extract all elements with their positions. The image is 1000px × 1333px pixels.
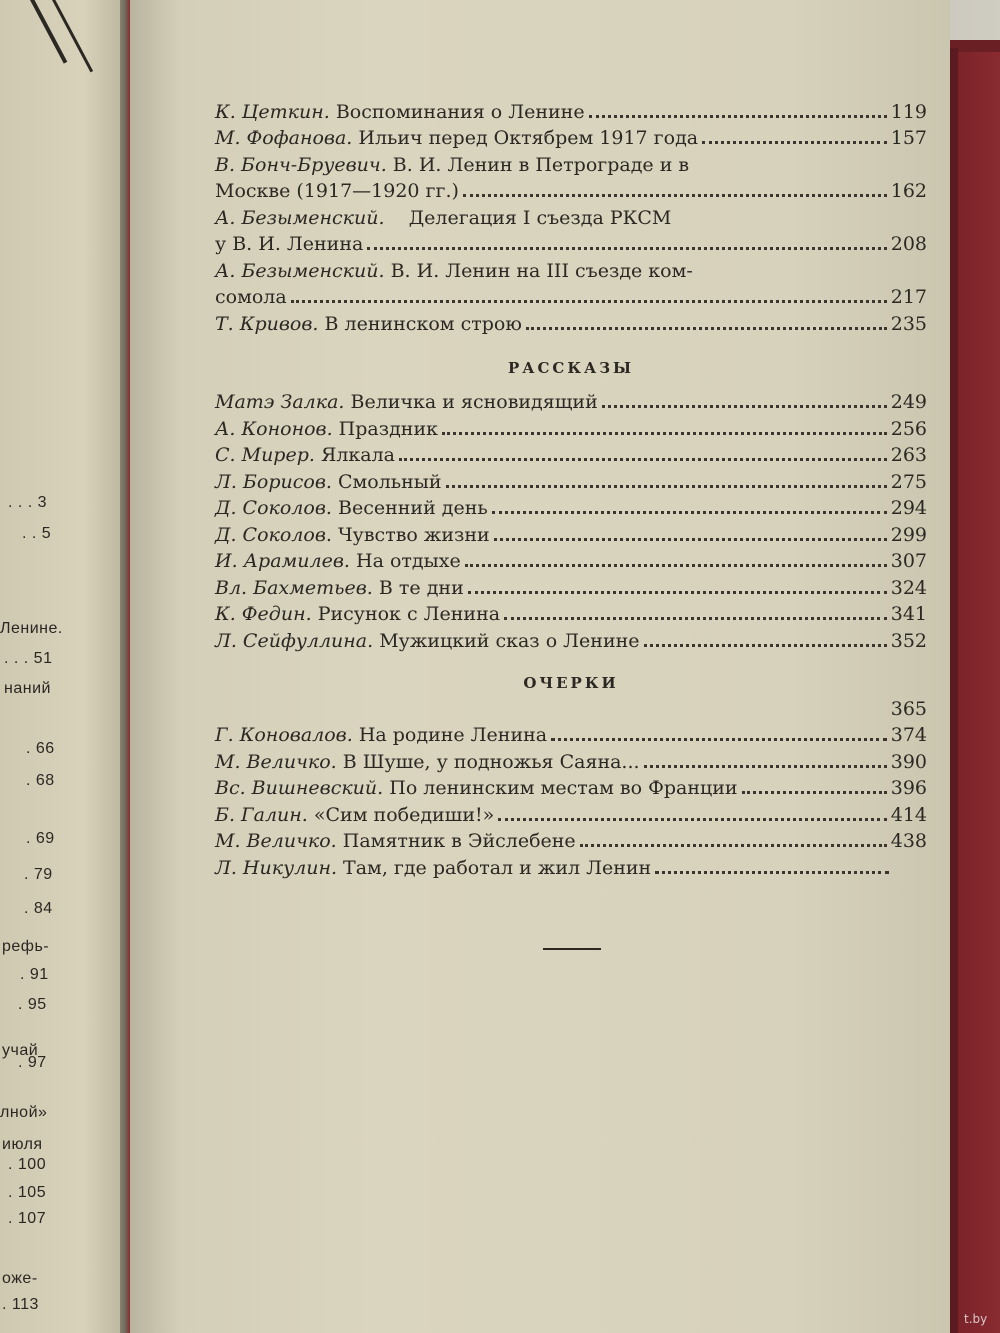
toc-page-number: 256	[890, 417, 927, 440]
toc-entry	[215, 466, 927, 493]
toc-entry	[215, 96, 927, 123]
dot-leader	[498, 818, 886, 821]
toc-entry	[215, 773, 927, 800]
toc-entry	[215, 413, 927, 440]
dot-leader	[644, 765, 887, 768]
left-fragment: . 113	[2, 1296, 39, 1313]
left-fragment: лной»	[0, 1104, 48, 1121]
toc-author: С. Мирер.	[215, 444, 315, 466]
left-fragment: . 79	[24, 866, 53, 883]
toc-title: В те дни	[378, 576, 464, 599]
toc-page-number: 249	[890, 391, 927, 413]
left-fragment: оже-	[2, 1270, 38, 1287]
toc-entry-continuation	[215, 282, 927, 309]
dot-leader	[580, 844, 887, 847]
toc-author: И. Арамилев.	[215, 550, 350, 572]
left-page	[0, 0, 120, 1333]
left-fragment: . 100	[8, 1156, 47, 1173]
dot-leader	[291, 300, 887, 303]
toc-title: Величка и ясновидящий	[350, 391, 598, 413]
end-rule	[543, 948, 601, 950]
toc-page-number: 119	[890, 100, 927, 123]
toc-title: Делегация I съезда РКСМ	[408, 206, 672, 229]
toc-entry	[215, 746, 927, 773]
left-fragment: рефь-	[2, 938, 50, 955]
dot-leader	[446, 485, 887, 488]
toc-title: В. И. Ленин в Петрограде и в	[392, 153, 690, 176]
left-fragment: Ленине.	[0, 620, 63, 637]
toc-page-number: 162	[890, 180, 927, 202]
left-fragment: . 84	[24, 900, 53, 917]
toc-entry	[215, 799, 927, 826]
toc-title: Чувство жизни	[337, 523, 490, 546]
dot-leader	[219, 712, 887, 715]
toc-entry	[215, 440, 927, 467]
dot-leader	[465, 564, 887, 567]
dot-leader	[589, 115, 887, 118]
toc-title-continuation: Москве (1917—1920 гг.)	[215, 180, 459, 202]
toc-title: В ленинском строю	[324, 312, 522, 335]
toc-title-continuation: у В. И. Ленина	[215, 233, 364, 255]
right-page	[130, 0, 950, 1333]
left-fragment: июля	[2, 1136, 43, 1153]
toc-author: А. Кононов.	[215, 417, 333, 440]
toc-author: Г. Коновалов.	[215, 724, 353, 746]
toc-page-number: 352	[890, 629, 927, 652]
dot-leader	[504, 617, 887, 620]
left-fragment: . 91	[20, 966, 49, 983]
toc-entry	[215, 123, 927, 150]
toc-author: Т. Кривов.	[215, 312, 319, 335]
left-fragment: . 107	[8, 1210, 47, 1227]
toc-page-number: 208	[890, 233, 927, 255]
dot-leader	[742, 791, 887, 794]
toc-entry	[215, 852, 927, 879]
toc-title: В Шуше, у подножья Саяна...	[342, 750, 640, 773]
dot-leader	[655, 871, 889, 874]
dot-leader	[494, 538, 887, 541]
toc-entry	[215, 599, 927, 626]
left-fragment: учай	[2, 1042, 39, 1059]
toc-author: В. Бонч-Бруевич.	[215, 153, 387, 176]
toc-entry	[215, 546, 927, 573]
left-fragment: . . 5	[22, 525, 52, 542]
toc-title: Ильич перед Октябрем 1917 года	[358, 127, 699, 149]
left-fragment: . 66	[26, 740, 55, 757]
toc-entry	[215, 308, 927, 335]
toc-title: Памятник в Эйслебене	[342, 830, 576, 852]
toc-title: Весенний день	[337, 497, 488, 519]
toc-page-number: 294	[890, 497, 927, 519]
toc-author: А. Безыменский.	[215, 259, 385, 282]
toc-entry	[215, 202, 927, 229]
dot-leader	[644, 644, 887, 647]
toc-author: Л. Борисов.	[215, 470, 332, 493]
toc-entry	[215, 720, 927, 747]
toc-title: По ленинским местам во Франции	[389, 777, 738, 799]
toc-title-continuation: сомола	[215, 286, 287, 308]
toc-entry	[215, 519, 927, 546]
section-heading: РАССКАЗЫ	[507, 358, 635, 377]
dot-leader	[463, 194, 887, 197]
toc-page-number: 414	[890, 803, 927, 826]
dot-leader	[702, 141, 887, 144]
toc-author: Вл. Бахметьев.	[215, 576, 373, 599]
toc-author: Д. Соколов.	[215, 497, 332, 519]
toc-entry	[215, 625, 927, 652]
toc-title: Смольный	[337, 470, 442, 493]
toc-page-number: 341	[890, 603, 927, 625]
toc-title: «Сим победиши!»	[313, 803, 495, 826]
toc-author: Л. Никулин.	[215, 856, 337, 879]
left-fragment: . 68	[26, 772, 55, 789]
toc-author: Матэ Залка.	[215, 391, 345, 413]
toc-page-number: 263	[890, 444, 927, 466]
toc-page-number: 235	[890, 312, 927, 335]
watermark: t.by	[964, 1312, 988, 1326]
toc-page-number: 217	[890, 286, 927, 308]
toc-entry	[215, 697, 927, 720]
toc-title: Там, где работал и жил Ленин	[343, 856, 652, 879]
toc-title: В. И. Ленин на III съезде ком-	[390, 259, 693, 282]
toc-entry	[215, 149, 927, 176]
left-fragment: наний	[4, 680, 51, 697]
left-fragment: . 105	[8, 1184, 47, 1201]
toc-author: М. Величко.	[215, 830, 337, 852]
toc-entry-continuation	[215, 176, 927, 203]
table-of-contents	[215, 96, 927, 879]
dot-leader	[526, 327, 887, 330]
toc-entry	[215, 826, 927, 853]
dot-leader	[468, 591, 887, 594]
left-fragment: . . . 3	[8, 494, 48, 511]
toc-page-number: 324	[890, 576, 927, 599]
toc-entry	[215, 255, 927, 282]
toc-entry	[215, 493, 927, 520]
toc-entry-continuation	[215, 229, 927, 256]
left-fragment: . 95	[18, 996, 47, 1013]
section-heading: ОЧЕРКИ	[523, 673, 619, 692]
left-fragment: . 69	[26, 830, 55, 847]
toc-author: К. Цеткин.	[215, 100, 330, 123]
dot-leader	[602, 405, 887, 408]
left-page-rule	[52, 0, 93, 72]
toc-author: Вс. Вишневский.	[215, 777, 384, 799]
dot-leader	[399, 458, 887, 461]
toc-page-number: 365	[890, 697, 927, 720]
toc-page-number: 299	[890, 523, 927, 546]
toc-page-number: 275	[890, 470, 927, 493]
toc-page-number: 307	[890, 550, 927, 572]
toc-title: Праздник	[338, 417, 438, 440]
left-fragment: . 97	[18, 1054, 47, 1071]
left-fragment: . . . 51	[4, 650, 53, 667]
toc-author: К. Федин.	[215, 603, 312, 625]
toc-page-number: 396	[890, 777, 927, 799]
dot-leader	[367, 247, 886, 250]
toc-page-number: 374	[890, 724, 927, 746]
toc-author: А. Безыменский.	[215, 206, 385, 229]
toc-author: М. Фофанова.	[215, 127, 353, 149]
toc-title: На родине Ленина	[358, 724, 548, 746]
toc-page-number: 157	[890, 127, 927, 149]
toc-author: Л. Сейфуллина.	[215, 629, 374, 652]
toc-page-number: 390	[890, 750, 927, 773]
toc-author: М. Величко.	[215, 750, 337, 773]
toc-entry	[215, 572, 927, 599]
toc-author: Б. Галин.	[215, 803, 308, 826]
toc-title: Рисунок с Ленина	[317, 603, 501, 625]
toc-title: На отдыхе	[356, 550, 461, 572]
left-page-rule	[30, 0, 67, 64]
dot-leader	[442, 432, 887, 435]
toc-title: Ялкала	[320, 444, 395, 466]
toc-title: Воспоминания о Ленине	[335, 100, 585, 123]
toc-entry	[215, 387, 927, 414]
dot-leader	[492, 511, 887, 514]
toc-title: Мужицкий сказ о Ленине	[379, 629, 640, 652]
toc-author: Д. Соколов.	[215, 523, 332, 546]
dot-leader	[551, 738, 887, 741]
toc-page-number: 438	[890, 830, 927, 852]
